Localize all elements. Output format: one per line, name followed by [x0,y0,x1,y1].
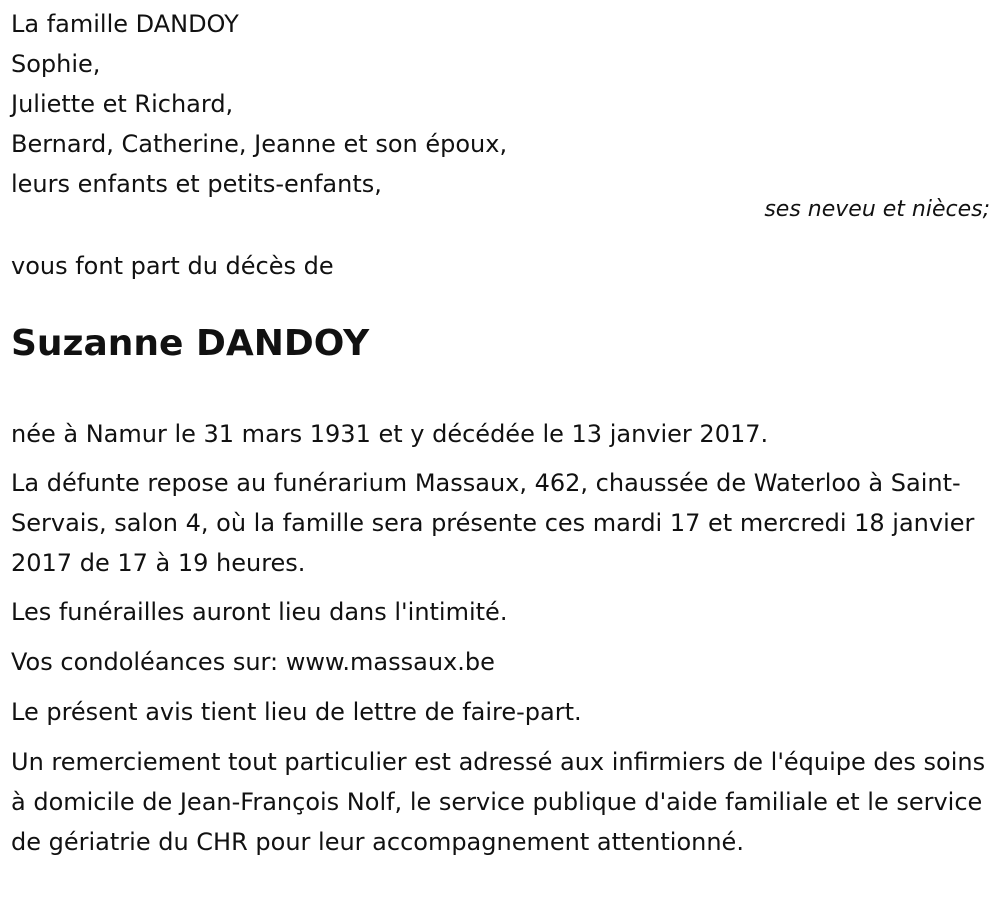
nephews-line: ses neveu et nièces; [764,197,990,222]
funeral-paragraph: Les funérailles auront lieu dans l'intimité. [11,598,508,626]
notice-paragraph: Le présent avis tient lieu de lettre de faire-part. [11,698,582,726]
family-line-1: La famille DANDOY [11,10,239,38]
family-line-3: Juliette et Richard, [11,90,234,118]
repose-paragraph: La défunte repose au funérarium Massaux, 462, chaussée de Waterloo à Saint-Servais, salon 4, où la famille sera présente ces mardi 17 et mercredi 18 janvier 2017 de 17 à 19 heures. [11,469,975,577]
family-line-4: Bernard, Catherine, Jeanne et son époux, [11,130,508,158]
birth-death-paragraph: née à Namur le 31 mars 1931 et y décédée le 13 janvier 2017. [11,420,769,448]
family-line-2: Sophie, [11,50,101,78]
deceased-name: Suzanne DANDOY [11,323,370,364]
condolences-paragraph: Vos condoléances sur: www.massaux.be [11,648,495,676]
thanks-paragraph: Un remerciement tout particulier est adressé aux infirmiers de l'équipe des soins à domicile de Jean-François Nolf, le service publique d'aide familiale et le service de gériatrie du CHR pour leur accompagnement attentionné. [11,748,986,856]
announcement-line: vous font part du décès de [11,252,334,280]
family-line-5: leurs enfants et petits-enfants, [11,170,382,198]
